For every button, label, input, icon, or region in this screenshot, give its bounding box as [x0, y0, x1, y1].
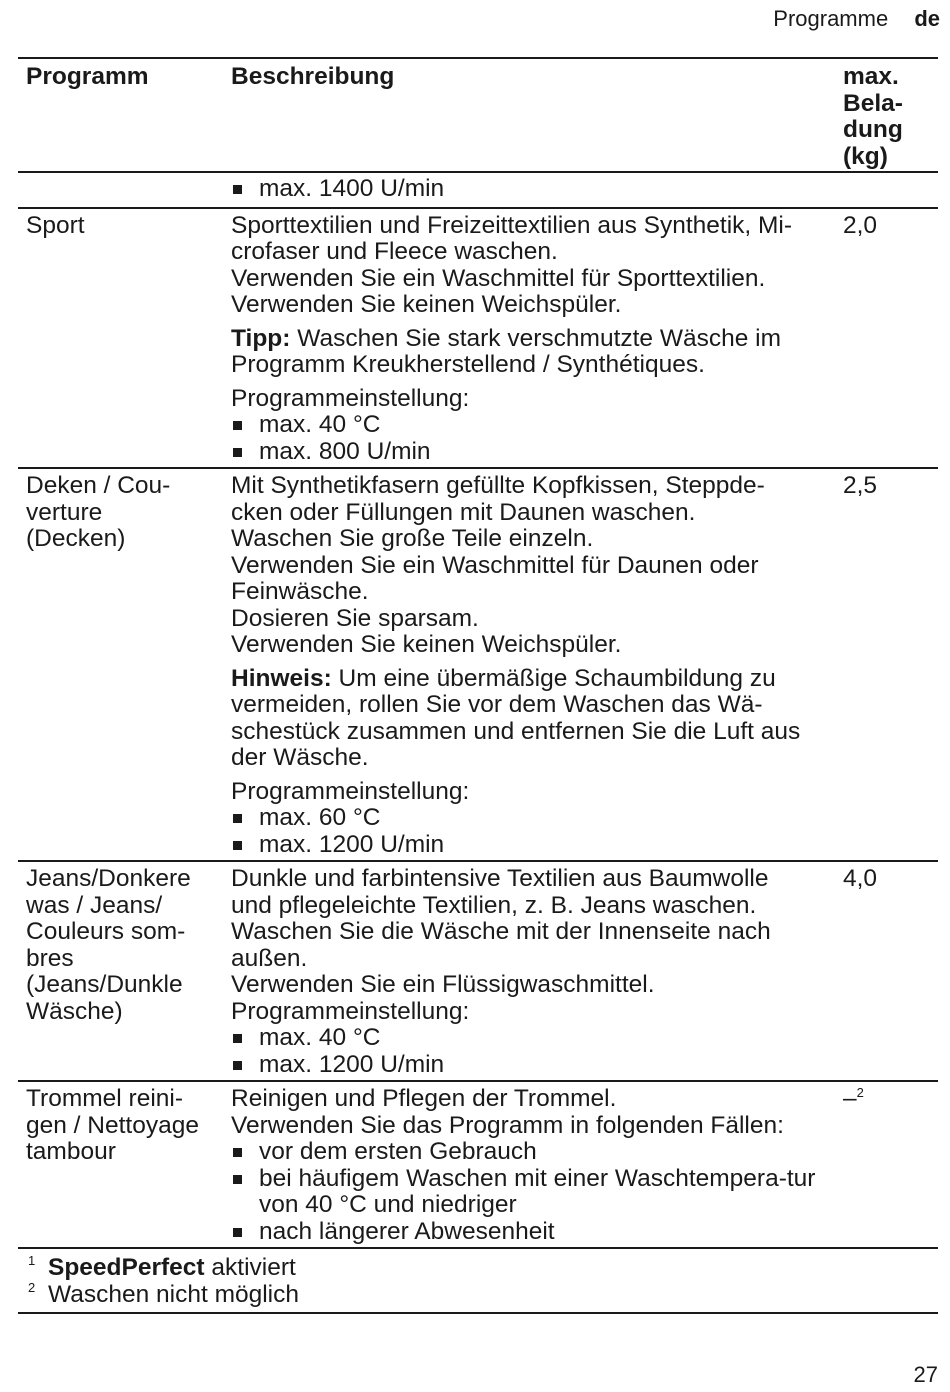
page-number: 27	[913, 1362, 938, 1387]
table-row-drum-clean	[18, 1081, 938, 1248]
program-description: Dunkle und farbintensive Textilien aus Baumwolle und pflegeleichte Textilien, z. B. Jeans waschen. Waschen Sie die Wäsche mit der Innenseite nach außen. Verwenden Sie ein Flüssigwaschmittel. Programmeinstellung: max. 40 °C max. 1200 U/min	[223, 861, 835, 1081]
table-header-row	[18, 58, 938, 172]
table-row-continuation	[18, 172, 938, 208]
program-table	[18, 57, 938, 1314]
list-item: max. 1200 U/min	[231, 832, 819, 859]
bullet-square-icon	[233, 1148, 242, 1157]
note-paragraph: Hinweis: Um eine übermäßige Schaumbildung zu vermeiden, rollen Sie vor dem Waschen das Wä-schestück zusammen und entfernen Sie die Luft aus der Wäsche.	[231, 664, 801, 771]
program-name: Sport	[26, 211, 85, 239]
footnotes	[18, 1248, 938, 1313]
footnote: 2 Waschen nicht möglich	[28, 1279, 300, 1308]
program-name: Trommel reini- gen / Nettoyage tambour	[26, 1085, 199, 1165]
bullet-square-icon	[233, 1228, 242, 1237]
program-name: Deken / Cou- verture (Decken)	[26, 472, 171, 552]
list-item: max. 1200 U/min	[231, 1052, 819, 1079]
setting-label: Programmeinstellung:	[231, 777, 470, 805]
table-row-sport	[18, 208, 938, 469]
column-header-program: Programm	[26, 63, 149, 90]
list-item: max. 40 °C	[231, 1025, 819, 1052]
list-item: bei häufigem Waschen mit einer Waschtempera-tur von 40 °C und niedriger	[231, 1166, 819, 1219]
bullet-square-icon	[233, 1175, 242, 1184]
bullet-square-icon	[233, 841, 242, 850]
max-load-value: 2,0	[843, 211, 878, 239]
language-code: de	[914, 6, 940, 31]
bullet-square-icon	[233, 1034, 242, 1043]
footnotes-row	[18, 1248, 938, 1313]
section-title: Programme	[773, 6, 889, 31]
max-load-value: –$^2$	[843, 1085, 864, 1112]
footnote-ref: 2	[856, 1085, 864, 1100]
program-description: Mit Synthetikfasern gefüllte Kopfkissen, Steppde- cken oder Füllungen mit Daunen waschen. Waschen Sie große Teile einzeln. Verwenden Sie ein Waschmittel für Daunen oder Feinwäsche. Dosieren Sie sparsam. Verwenden Sie keinen Weichspüler. Hinweis: Um eine übermäßige Schaumbildung zu vermeiden, rollen Sie vor dem Waschen das Wä-schestück zusammen und entfernen Sie die Luft aus der Wäsche. Programmeinstellung: max. 60 °C max. 1200 U/min	[223, 468, 835, 861]
program-description: Reinigen und Pflegen der Trommel. Verwenden Sie das Programm in folgenden Fällen: vor dem ersten Gebrauch bei häufigem Waschen mit einer Waschtempera-tur von 40 °C und niedriger nach längerer Abwesenheit	[223, 1081, 835, 1248]
program-name: Jeans/Donkere was / Jeans/ Couleurs som- bres (Jeans/Dunkle Wäsche)	[26, 865, 191, 1025]
list-item: max. 1400 U/min	[231, 176, 819, 203]
bullet-square-icon	[233, 448, 242, 457]
list-item: max. 800 U/min	[231, 439, 819, 466]
bullet-square-icon	[233, 421, 242, 430]
list-item: vor dem ersten Gebrauch	[231, 1139, 819, 1166]
table-row-jeans	[18, 861, 938, 1081]
table-row-duvet	[18, 468, 938, 861]
tip-paragraph: Tipp: Waschen Sie stark verschmutzte Wäsche im Programm Kreukherstellend / Synthétiques.	[231, 324, 782, 378]
bullet-square-icon	[233, 185, 242, 194]
list-item: max. 60 °C	[231, 805, 819, 832]
column-header-max-load: max. Bela- dung (kg)	[843, 63, 903, 170]
program-description: Sporttextilien und Freizeittextilien aus Synthetik, Mi- crofaser und Fleece waschen. Verwenden Sie ein Waschmittel für Sporttextilien. Verwenden Sie keinen Weichspüler. Tipp: Waschen Sie stark verschmutzte Wäsche im Programm Kreukherstellend / Synthétiques. Programmeinstellung: max. 40 °C max. 800 U/min	[223, 208, 835, 469]
setting-label: Programmeinstellung:	[231, 384, 470, 412]
column-header-description: Beschreibung	[231, 63, 395, 90]
bullet-square-icon	[233, 1061, 242, 1070]
list-item: max. 40 °C	[231, 412, 819, 439]
footnote: 1 SpeedPerfect aktiviert	[28, 1253, 296, 1281]
max-load-value: 4,0	[843, 865, 878, 892]
max-load-value: 2,5	[843, 472, 878, 499]
list-item: nach längerer Abwesenheit	[231, 1219, 819, 1246]
bullet-square-icon	[233, 814, 242, 823]
page-header	[773, 6, 940, 32]
